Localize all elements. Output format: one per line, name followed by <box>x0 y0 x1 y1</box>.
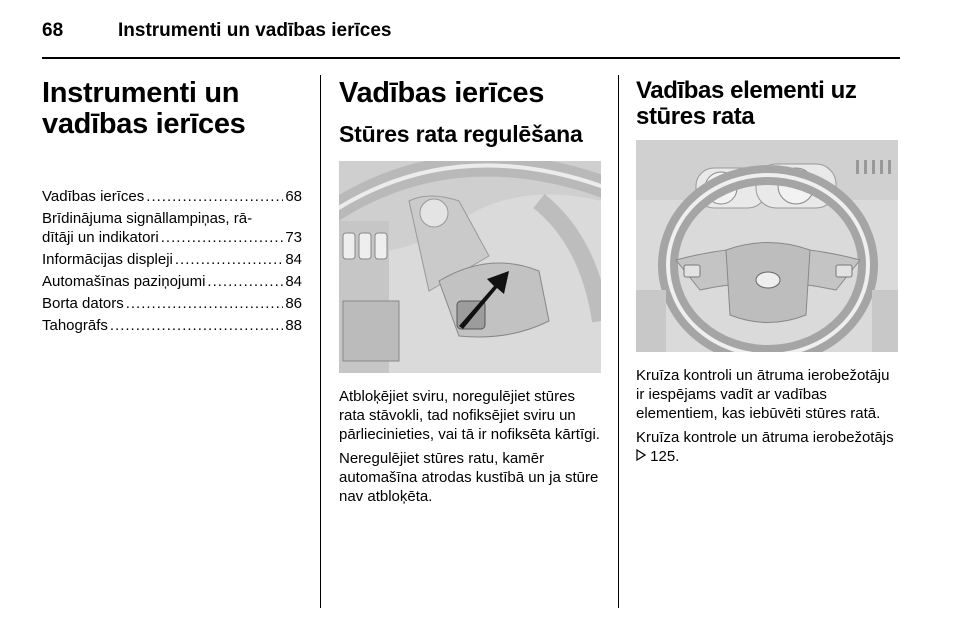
arrow-ref-icon <box>636 447 646 466</box>
toc-item[interactable]: Tahogrāfs ..... 88 <box>42 316 302 335</box>
section-title: Vadības elementi uz stūres rata <box>636 77 857 130</box>
paragraph-text: Kruīza kontrole un ātruma ierobežotājs <box>636 429 894 446</box>
steering-controls-column <box>636 78 900 471</box>
table-of-contents <box>42 187 302 335</box>
column-divider-1 <box>320 75 321 608</box>
section-subtitle: Stūres rata regulēšana <box>339 121 583 147</box>
toc-column <box>42 78 302 338</box>
page-number: 68 <box>42 20 64 41</box>
paragraph-with-ref <box>636 428 900 466</box>
toc-item[interactable]: Brīdinājuma signāllampiņas, rā- dītāji un indikatori ..... 73 <box>42 209 302 247</box>
paragraph: Kruīza kontroli un ātruma ierobežotāju ir iespējams vadīt ar vadības elementiem, kas iebūvēti stūres ratā. <box>636 367 890 422</box>
chapter-title-line2: vadības ierīces <box>42 108 246 140</box>
steering-adjust-illustration <box>339 161 601 373</box>
toc-item[interactable]: Automašīnas paziņojumi ..... 84 <box>42 272 302 291</box>
running-title: Instrumenti un vadības ierīces <box>118 20 392 41</box>
steering-wheel-illustration <box>636 140 898 352</box>
steering-adjust-column <box>339 78 601 511</box>
page-reference[interactable]: 125. <box>650 448 680 465</box>
page-header <box>42 20 900 50</box>
toc-item[interactable]: Vadības ierīces ..... 68 <box>42 187 302 206</box>
chapter-title-line1: Instrumenti un <box>42 77 240 109</box>
header-rule <box>42 57 900 59</box>
chapter-title <box>42 78 302 140</box>
column-divider-2 <box>618 75 619 608</box>
paragraph: Atbloķējiet sviru, noregulējiet stūres rata stāvokli, tad nofiksējiet sviru un pārliecinieties, vai tā ir nofiksēta kārtīgi. <box>339 388 600 443</box>
toc-item[interactable]: Borta dators ..... 86 <box>42 294 302 313</box>
toc-item[interactable]: Informācijas displeji ..... 84 <box>42 250 302 269</box>
paragraph: Neregulējiet stūres ratu, kamēr automašīna atrodas kustībā un ja stūre nav atbloķēta. <box>339 450 599 505</box>
section-title: Vadības ierīces <box>339 77 545 109</box>
